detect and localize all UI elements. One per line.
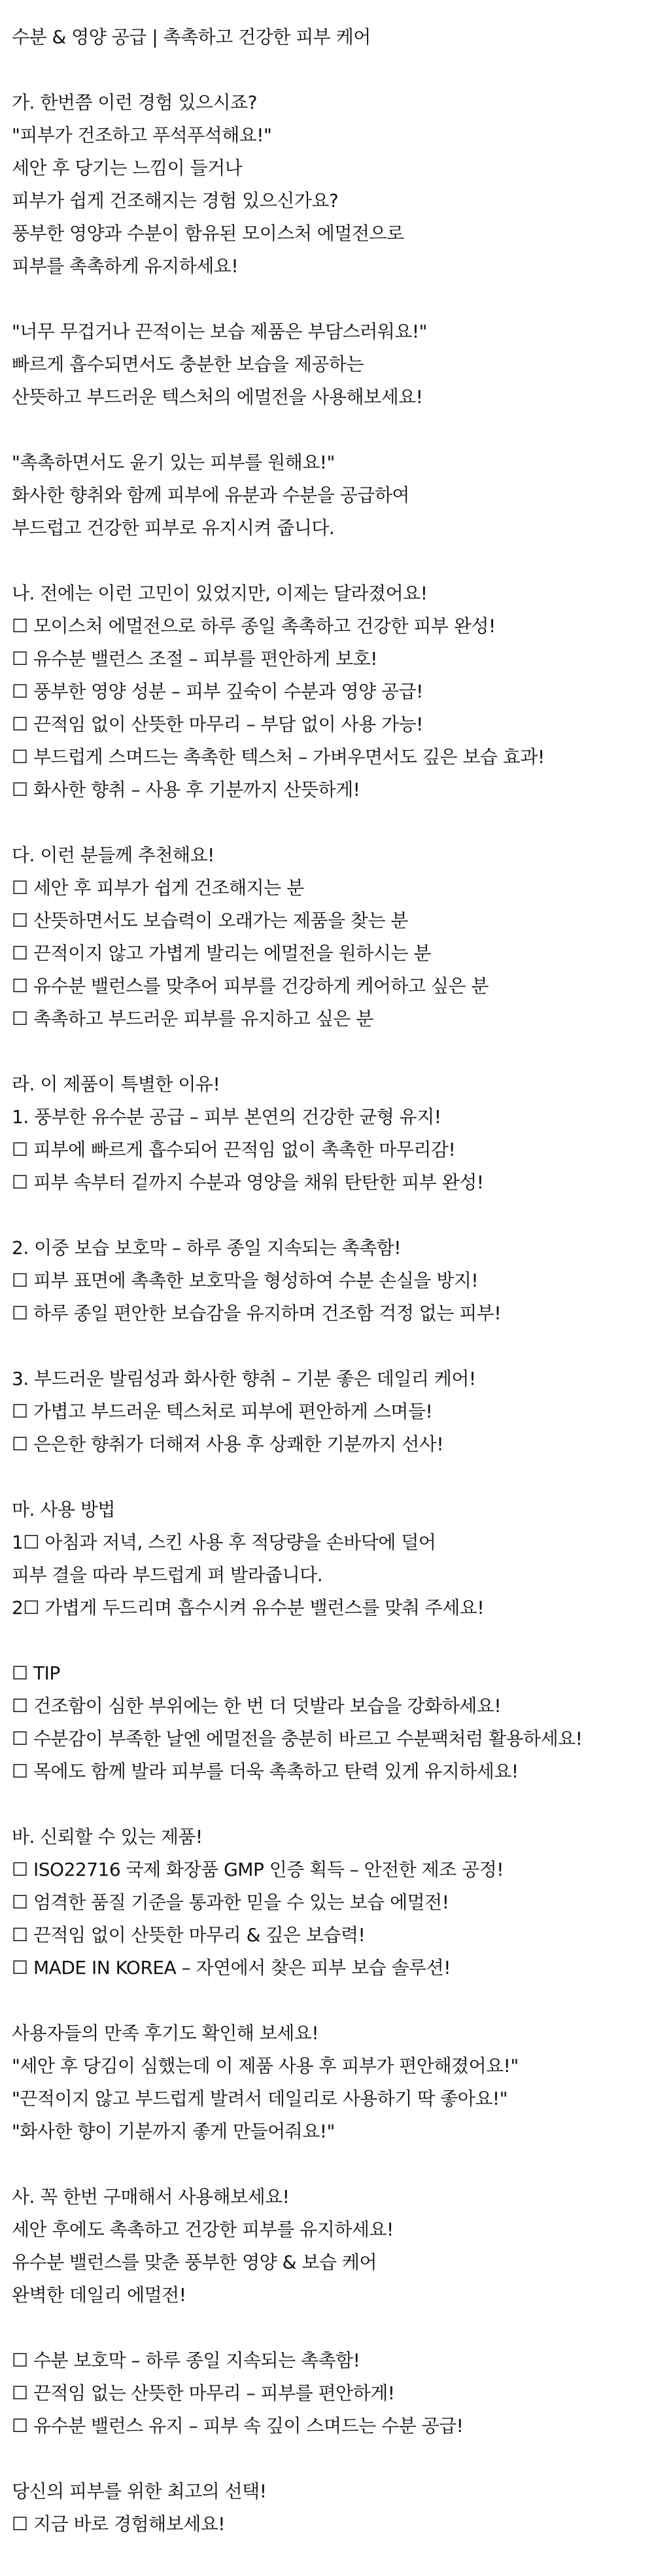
text-line: 피부가 쉽게 건조해지는 경험 있으신가요?: [12, 190, 339, 211]
text-line: ☐ 건조함이 심한 부위에는 한 번 더 덧발라 보습을 강화하세요!: [12, 1695, 502, 1717]
text-line: ☐ 끈적임 없는 산뜻한 마무리 – 피부를 편안하게!: [12, 2382, 395, 2404]
text-line: 세안 후에도 촉촉하고 건강한 피부를 유지하세요!: [12, 2219, 394, 2240]
text-line: "끈적이지 않고 부드럽게 발려서 데일리로 사용하기 딱 좋아요!": [12, 2088, 508, 2109]
text-line: ☐ 풍부한 영양 성분 – 피부 깊숙이 수분과 영양 공급!: [12, 681, 423, 702]
blank-line: [12, 54, 654, 86]
blank-line: [12, 1461, 654, 1494]
text-line: ☐ 촉촉하고 부드러운 피부를 유지하고 싶은 분: [12, 1008, 373, 1029]
text-line: 화사한 향취와 함께 피부에 유분과 수분을 공급하여: [12, 484, 409, 506]
text-line: 풍부한 영양과 수분이 함유된 모이스처 에멀전으로: [12, 223, 404, 244]
text-line: ☐ 화사한 향취 – 사용 후 기분까지 산뜻하게!: [12, 779, 360, 800]
text-line: 부드럽고 건강한 피부로 유지시켜 줍니다.: [12, 517, 335, 539]
text-line: 1. 풍부한 유수분 공급 – 피부 본연의 건강한 균형 유지!: [12, 1106, 441, 1128]
text-line: ☐ 수분 보호막 – 하루 종일 지속되는 촉촉함!: [12, 2350, 360, 2371]
text-line: ☐ 끈적임 없이 산뜻한 마무리 – 부담 없이 사용 가능!: [12, 713, 423, 735]
text-line: 3. 부드러운 발림성과 화사한 향취 – 기분 좋은 데일리 케어!: [12, 1368, 476, 1389]
text-line: 가. 한번쯤 이런 경험 있으시죠?: [12, 92, 257, 113]
text-line: ☐ 세안 후 피부가 쉽게 건조해지는 분: [12, 877, 304, 899]
text-line: ☐ 끈적이지 않고 가볍게 발리는 에멀전을 원하시는 분: [12, 942, 431, 964]
text-line: 수분 & 영양 공급 | 촉촉하고 건강한 피부 케어: [12, 26, 371, 48]
text-line: ☐ 끈적임 없이 산뜻한 마무리 & 깊은 보습력!: [12, 1924, 366, 1946]
text-line: 유수분 밸런스를 맞춘 풍부한 영양 & 보습 케어: [12, 2251, 377, 2273]
text-line: 빠르게 흡수되면서도 충분한 보습을 제공하는: [12, 353, 364, 375]
text-line: ☐ 유수분 밸런스 유지 – 피부 속 깊이 스며드는 수분 공급!: [12, 2415, 464, 2437]
text-line: 라. 이 제품이 특별한 이유!: [12, 1073, 220, 1095]
text-line: 피부 결을 따라 부드럽게 펴 발라줍니다.: [12, 1564, 323, 1586]
text-line: ☐ 피부 표면에 촉촉한 보호막을 형성하여 수분 손실을 방지!: [12, 1270, 479, 1291]
blank-line: [12, 1984, 654, 2017]
text-line: ☐ TIP: [12, 1662, 60, 1684]
text-line: ☐ 유수분 밸런스 조절 – 피부를 편안하게 보호!: [12, 648, 377, 670]
text-line: ☐ 산뜻하면서도 보습력이 오래가는 제품을 찾는 분: [12, 910, 408, 931]
text-line: ☐ 유수분 밸런스를 맞추어 피부를 건강하게 케어하고 싶은 분: [12, 975, 489, 997]
text-line: 다. 이런 분들께 추천해요!: [12, 844, 215, 866]
blank-line: [12, 414, 654, 446]
text-line: 1☐ 아침과 저녁, 스킨 사용 후 적당량을 손바닥에 덜어: [12, 1531, 436, 1553]
text-line: 산뜻하고 부드러운 텍스처의 에멀전을 사용해보세요!: [12, 386, 423, 408]
blank-line: [12, 1199, 654, 1232]
text-line: ☐ 수분감이 부족한 날엔 에멀전을 충분히 바르고 수분팩처럼 활용하세요!: [12, 1728, 583, 1749]
text-line: ☐ 엄격한 품질 기준을 통과한 믿을 수 있는 보습 에멀전!: [12, 1891, 449, 1913]
text-line: ☐ 피부 속부터 겉까지 수분과 영양을 채워 탄탄한 피부 완성!: [12, 1172, 484, 1193]
text-line: 나. 전에는 이런 고민이 있었지만, 이제는 달라졌어요!: [12, 582, 428, 604]
text-line: ☐ 가볍고 부드러운 텍스처로 피부에 편안하게 스며들!: [12, 1401, 433, 1422]
blank-line: [12, 1330, 654, 1363]
text-line: ☐ 지금 바로 경험해보세요!: [12, 2513, 226, 2535]
text-line: "세안 후 당김이 심했는데 이 제품 사용 후 피부가 편안해졌어요!": [12, 2055, 519, 2077]
blank-line: [12, 2148, 654, 2181]
blank-line: [12, 806, 654, 839]
text-line: 마. 사용 방법: [12, 1499, 115, 1520]
text-line: 완벽한 데일리 에멀전!: [12, 2284, 186, 2306]
text-line: 당신의 피부를 위한 최고의 선택!: [12, 2480, 267, 2502]
text-line: 세안 후 당기는 느낌이 들거나: [12, 157, 243, 179]
text-line: "촉촉하면서도 윤기 있는 피부를 원해요!": [12, 452, 335, 473]
text-line: 2☐ 가볍게 두드리며 흡수시켜 유수분 밸런스를 맞춰 주세요!: [12, 1597, 485, 1619]
blank-line: [12, 2442, 654, 2475]
blank-line: [12, 283, 654, 315]
text-line: ☐ 하루 종일 편안한 보습감을 유지하며 건조함 걱정 없는 피부!: [12, 1302, 502, 1324]
text-line: ☐ MADE IN KOREA – 자연에서 찾은 피부 보습 솔루션!: [12, 1957, 451, 1978]
blank-line: [12, 545, 654, 577]
text-line: ☐ ISO22716 국제 화장품 GMP 인증 획득 – 안전한 제조 공정!: [12, 1859, 504, 1880]
text-line: "화사한 향이 기분까지 좋게 만들어줘요!": [12, 2120, 335, 2142]
text-line: ☐ 피부에 빠르게 흡수되어 끈적임 없이 촉촉한 마무리감!: [12, 1139, 456, 1160]
text-line: ☐ 부드럽게 스며드는 촉촉한 텍스처 – 가벼우면서도 깊은 보습 효과!: [12, 746, 545, 768]
text-line: 피부를 촉촉하게 유지하세요!: [12, 255, 239, 277]
text-line: 2. 이중 보습 보호막 – 하루 종일 지속되는 촉촉함!: [12, 1237, 402, 1259]
blank-line: [12, 1788, 654, 1821]
blank-line: [12, 1624, 654, 1657]
blank-line: [12, 2312, 654, 2344]
blank-line: [12, 1035, 654, 1068]
text-line: ☐ 모이스처 에멀전으로 하루 종일 촉촉하고 건강한 피부 완성!: [12, 615, 496, 637]
text-line: 사. 꼭 한번 구매해서 사용해보세요!: [12, 2186, 290, 2208]
text-line: 사용자들의 만족 후기도 확인해 보세요!: [12, 2022, 319, 2044]
text-line: ☐ 은은한 향취가 더해져 사용 후 상쾌한 기분까지 선사!: [12, 1433, 444, 1455]
text-line: "피부가 건조하고 푸석푸석해요!": [12, 124, 272, 146]
text-line: ☐ 목에도 함께 발라 피부를 더욱 촉촉하고 탄력 있게 유지하세요!: [12, 1761, 519, 1782]
text-line: "너무 무겁거나 끈적이는 보습 제품은 부담스러워요!": [12, 321, 427, 342]
text-line: 바. 신뢰할 수 있는 제품!: [12, 1826, 203, 1848]
